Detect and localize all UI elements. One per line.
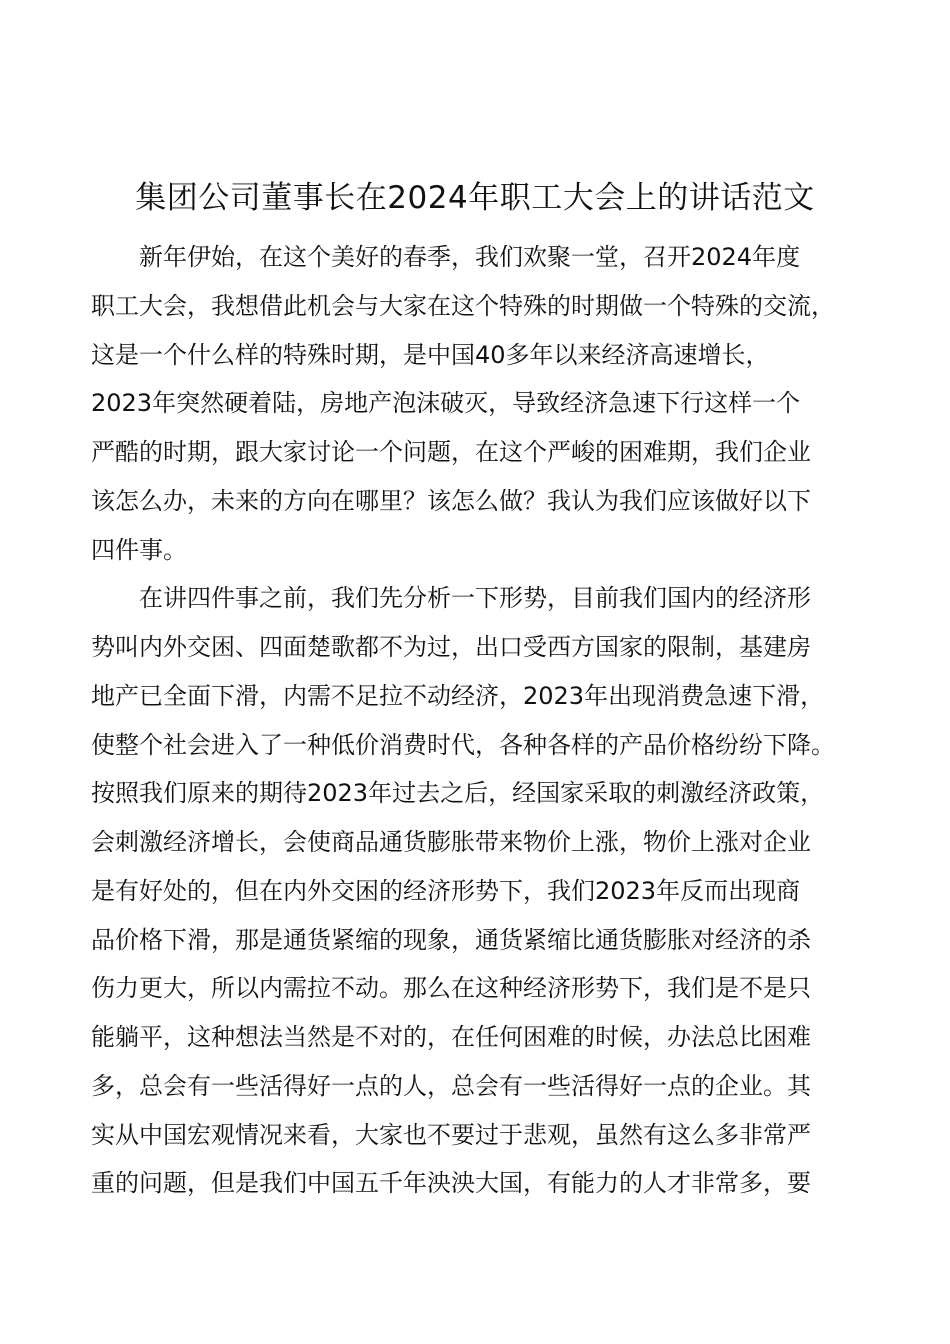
paragraph-line: 严酷的时期，跟大家讨论一个问题，在这个严峻的困难期，我们企业 bbox=[91, 438, 811, 466]
paragraph-line: 使整个社会进入了一种低价消费时代，各种各样的产品价格纷纷下降。 bbox=[91, 730, 835, 759]
paragraph-line: 会刺激经济增长，会使商品通货膨胀带来物价上涨，物价上涨对企业 bbox=[91, 828, 811, 856]
paragraph-line: 地产已全面下滑，内需不足拉不动经济，2023年出现消费急速下滑， bbox=[91, 681, 825, 710]
paragraph-line: 2023年突然硬着陆，房地产泡沫破灭，导致经济急速下行这样一个 bbox=[91, 389, 801, 418]
paragraph-line: 重的问题，但是我们中国五千年泱泱大国，有能力的人才非常多，要 bbox=[91, 1169, 811, 1198]
paragraph-line: 多，总会有一些活得好一点的人，总会有一些活得好一点的企业。其 bbox=[91, 1071, 811, 1100]
paragraph-line: 按照我们原来的期待2023年过去之后，经国家采取的刺激经济政策， bbox=[91, 779, 825, 808]
paragraph-line: 四件事。 bbox=[91, 535, 187, 564]
document-title: 集团公司董事长在2024年职工大会上的讲话范文 bbox=[135, 180, 815, 216]
paragraph-line: 伤力更大，所以内需拉不动。那么在这种经济形势下，我们是不是只 bbox=[91, 974, 811, 1003]
paragraph-line: 该怎么办，未来的方向在哪里？该怎么做？我认为我们应该做好以下 bbox=[91, 486, 811, 515]
paragraph-line: 实从中国宏观情况来看，大家也不要过于悲观，虽然有这么多非常严 bbox=[91, 1120, 811, 1149]
paragraph-line: 职工大会，我想借此机会与大家在这个特殊的时期做一个特殊的交流， bbox=[91, 291, 835, 320]
paragraph-line: 在讲四件事之前，我们先分析一下形势，目前我们国内的经济形 bbox=[139, 584, 811, 613]
paragraph-line: 品价格下滑，那是通货紧缩的现象，通货紧缩比通货膨胀对经济的杀 bbox=[91, 925, 811, 954]
document-body bbox=[91, 233, 881, 1208]
paragraph-line: 新年伊始，在这个美好的春季，我们欢聚一堂，召开2024年度 bbox=[139, 243, 801, 271]
paragraph-line: 能躺平，这种想法当然是不对的，在任何困难的时候，办法总比困难 bbox=[91, 1023, 811, 1051]
paragraph-line: 是有好处的，但在内外交困的经济形势下，我们2023年反而出现商 bbox=[91, 876, 801, 905]
paragraph-line: 这是一个什么样的特殊时期，是中国40多年以来经济高速增长， bbox=[91, 340, 770, 369]
paragraph-line: 势叫内外交困、四面楚歌都不为过，出口受西方国家的限制，基建房 bbox=[91, 633, 811, 661]
